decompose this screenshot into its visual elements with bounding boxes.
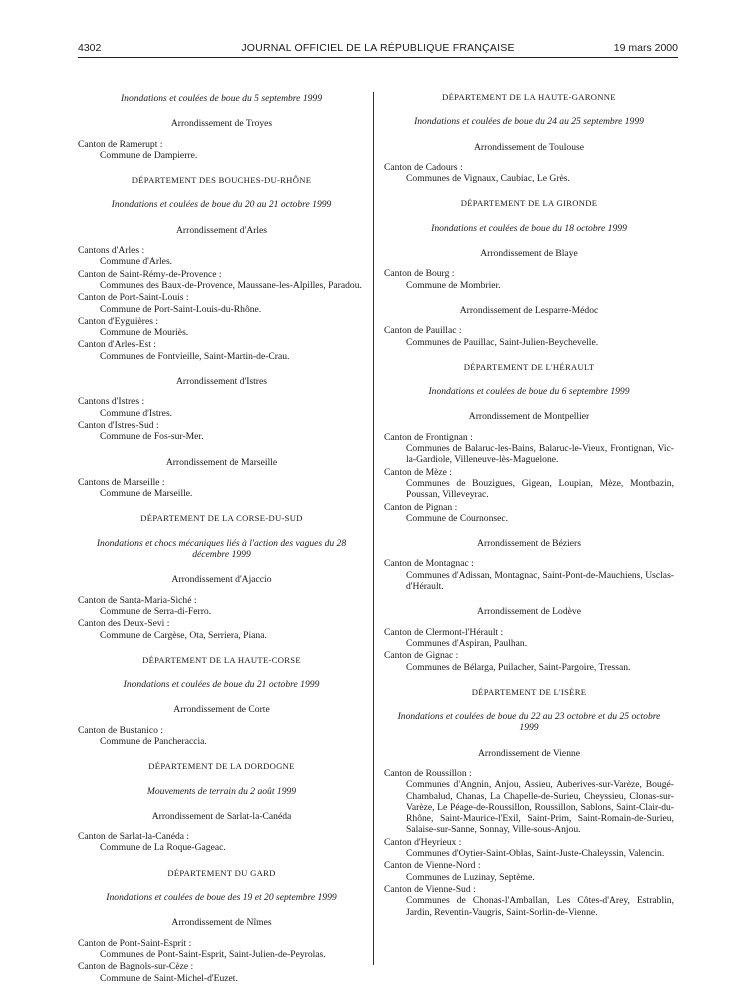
communes-list: Commune de Pancheraccia.	[100, 735, 207, 747]
communes-list: Commune d'Arles.	[100, 256, 173, 268]
department-title: DÉPARTEMENT DE LA DORDOGNE	[148, 761, 295, 772]
page-number: 4302	[78, 42, 102, 54]
communes-list: Commune d'Istres.	[100, 407, 173, 419]
department-title: DÉPARTEMENT DE L'HÉRAULT	[463, 361, 595, 372]
left-column	[78, 93, 365, 984]
communes-list: Commune de Serra-di-Ferro.	[100, 605, 212, 617]
section-haute-garonne	[384, 92, 674, 184]
section-herault	[384, 362, 674, 673]
event-title: Inondations et coulées de boue du 24 au 25 septembre 1999	[414, 116, 644, 128]
canton-name: Canton de Bagnols-sur-Cèze :	[78, 961, 194, 973]
communes-list: Communes de Luzinay, Septème.	[406, 871, 535, 883]
arrondissement-title: Arrondissement de Troyes	[170, 118, 273, 130]
page-header	[78, 42, 678, 56]
canton-name: Canton de Ramerupt :	[78, 138, 163, 150]
department-title: DÉPARTEMENT DE LA CORSE-DU-SUD	[140, 513, 303, 524]
arrondissement-title: Arrondissement de Blaye	[480, 248, 578, 260]
canton-name: Canton de Port-Saint-Louis :	[78, 292, 189, 304]
communes-list: Commune de Saint-Michel-d'Euzet.	[100, 972, 238, 984]
section-isere	[384, 687, 674, 918]
arrondissement-title: Arrondissement de Toulouse	[474, 141, 584, 153]
communes-list: Communes de Fontvieille, Saint-Martin-de-Crau.	[100, 350, 290, 362]
event-title: Inondations et coulées de boue du 6 septembre 1999	[428, 386, 630, 398]
event-title: Inondations et coulées de boue du 22 au 23 octobre et du 25 octobre 1999	[397, 711, 661, 734]
section-gard	[78, 868, 365, 984]
canton-name: Canton de Santa-Maria-Siché :	[78, 594, 197, 606]
communes-list: Commune de Mouriès.	[100, 327, 189, 339]
communes-list: Communes de Pauillac, Saint-Julien-Beychevelle.	[406, 336, 599, 348]
communes-list: Commune de Port-Saint-Louis-du-Rhône.	[100, 303, 262, 315]
canton-name: Canton de Montagnac :	[384, 558, 474, 570]
canton-name: Canton de Bourg :	[384, 268, 455, 280]
communes-list: Commune de Mombrier.	[406, 279, 501, 291]
section-dordogne	[78, 761, 365, 853]
communes-list: Communes de Bélarga, Puilacher, Saint-Pargoire, Tressan.	[406, 661, 631, 673]
journal-title: JOURNAL OFFICIEL DE LA RÉPUBLIQUE FRANÇAISE	[241, 42, 515, 54]
event-title: Inondations et coulées de boue du 20 au 21 octobre 1999	[111, 199, 332, 211]
department-title: DÉPARTEMENT DU GARD	[167, 867, 276, 878]
communes-list: Commune de Cournonsec.	[406, 512, 509, 524]
section-bouches-du-rhone	[78, 175, 365, 499]
event-title: Inondations et coulées de boue des 19 et 20 septembre 1999	[106, 892, 337, 904]
communes-list: Communes d'Aspiran, Paulhan.	[406, 637, 528, 649]
arrondissement-title: Arrondissement d'Arles	[176, 224, 267, 236]
issue-date: 19 mars 2000	[613, 42, 678, 54]
canton-name: Canton d'Arles-Est :	[78, 339, 156, 351]
canton-name: Cantons de Marseille :	[78, 476, 165, 488]
department-title: DÉPARTEMENT DE LA HAUTE-CORSE	[142, 654, 301, 665]
arrondissement-title: Arrondissement de Lesparre-Médoc	[459, 304, 599, 316]
department-title: DÉPARTEMENT DE L'ISÈRE	[471, 686, 587, 697]
canton-name: Canton de Vienne-Nord :	[384, 860, 481, 872]
section-aube	[78, 93, 365, 161]
event-title: Inondations et coulées de boue du 5 septembre 1999	[120, 93, 323, 104]
right-column	[384, 92, 674, 918]
communes-list: Commune de Marseille.	[100, 488, 193, 500]
canton-name: Canton de Gignac :	[384, 650, 459, 662]
canton-name: Canton de Sarlat-la-Canéda :	[78, 831, 190, 843]
event-title: Inondations et coulées de boue du 18 octobre 1999	[431, 222, 627, 234]
section-corse-du-sud	[78, 513, 365, 640]
communes-list: Communes d'Angnin, Anjou, Assieu, Auberives-sur-Varèze, Bougé-Chambalud, Chanas, La Chapelle-de-Surieu, Cheyssieu, Clonas-sur-Varèze, Le Péage-de-Roussillon, Roussillon, Sablons, Saint-Clair-du-Rhône, Saint-Maurice-l'Exil, Saint-Prim, Saint-Romain-de-Surieu, Salaise-sur-Sanne, Sonnay, Ville-sous-Anjou.	[406, 779, 674, 836]
department-title: DÉPARTEMENT DE LA GIRONDE	[460, 198, 598, 209]
communes-list: Communes de Balaruc-les-Bains, Balaruc-le-Vieux, Frontignan, Vic-la-Gardiole, Villeneuve-lès-Maguelone.	[406, 443, 674, 466]
canton-name: Canton de Roussillon :	[384, 767, 472, 779]
arrondissement-title: Arrondissement d'Istres	[176, 376, 267, 388]
department-title: DÉPARTEMENT DES BOUCHES-DU-RHÔNE	[131, 175, 312, 186]
arrondissement-title: Arrondissement de Lodève	[477, 606, 581, 618]
section-haute-corse	[78, 655, 365, 747]
canton-name: Canton de Frontignan :	[384, 431, 473, 443]
canton-name: Cantons d'Arles :	[78, 245, 145, 257]
canton-name: Canton de Pignan :	[384, 501, 458, 513]
event-title: Mouvements de terrain du 2 août 1999	[146, 785, 297, 797]
arrondissement-title: Arrondissement d'Ajaccio	[171, 574, 272, 586]
canton-name: Cantons d'Istres :	[78, 396, 145, 408]
communes-list: Communes de Vignaux, Caubiac, Le Grès.	[406, 173, 570, 185]
arrondissement-title: Arrondissement de Béziers	[477, 538, 581, 550]
canton-name: Canton des Deux-Sevi :	[78, 618, 170, 630]
canton-name: Canton de Vienne-Sud :	[384, 883, 476, 895]
canton-name: Canton d'Heyrieux :	[384, 836, 462, 848]
communes-list: Communes de Chonas-l'Amballan, Les Côtes-d'Arey, Estrablin, Jardin, Reventin-Vaugris, Saint-Sorlin-de-Vienne.	[406, 895, 674, 918]
communes-list: Commune de Cargèse, Ota, Serriera, Piana.	[100, 629, 267, 641]
communes-list: Communes de Pont-Saint-Esprit, Saint-Julien-de-Peyrolas.	[100, 948, 326, 960]
canton-name: Canton de Pauillac :	[384, 325, 462, 337]
section-gironde	[384, 198, 674, 347]
canton-name: Canton d'Eyguières :	[78, 315, 159, 327]
communes-list: Communes de Bouzigues, Gigean, Loupian, Mèze, Montbazin, Poussan, Villeveyrac.	[406, 477, 674, 501]
communes-list: Commune de Dampierre.	[100, 149, 198, 161]
communes-list: Communes d'Adissan, Montagnac, Saint-Pont-de-Mauchiens, Usclas-d'Hérault.	[406, 569, 674, 593]
arrondissement-title: Arrondissement de Nîmes	[171, 917, 272, 929]
communes-list: Communes des Baux-de-Provence, Maussane-les-Alpilles, Paradou.	[100, 279, 362, 291]
communes-list: Commune de La Roque-Gageac.	[100, 842, 226, 854]
canton-name: Canton de Clermont-l'Hérault :	[384, 626, 504, 638]
communes-list: Commune de Fos-sur-Mer.	[100, 431, 204, 443]
arrondissement-title: Arrondissement de Vienne	[477, 747, 581, 759]
canton-name: Canton de Bustanico :	[78, 724, 163, 736]
arrondissement-title: Arrondissement de Marseille	[165, 456, 278, 468]
event-title: Inondations et chocs mécaniques liés à l'action des vagues du 28 décembre 1999	[96, 537, 347, 561]
canton-name: Canton de Mèze :	[384, 466, 452, 478]
canton-name: Canton d'Istres-Sud :	[78, 419, 159, 431]
department-title: DÉPARTEMENT DE LA HAUTE-GARONNE	[442, 92, 616, 102]
event-title: Inondations et coulées de boue du 21 octobre 1999	[123, 679, 320, 691]
canton-name: Canton de Pont-Saint-Esprit :	[78, 937, 192, 949]
header-rule	[78, 57, 678, 58]
canton-name: Canton de Cadours :	[384, 161, 463, 173]
communes-list: Communes d'Oytier-Saint-Oblas, Saint-Juste-Chaleyssin, Valencin.	[406, 848, 665, 860]
arrondissement-title: Arrondissement de Sarlat-la-Canéda	[151, 810, 292, 822]
canton-name: Canton de Saint-Rémy-de-Provence :	[78, 268, 222, 280]
column-divider	[373, 92, 374, 965]
arrondissement-title: Arrondissement de Montpellier	[468, 411, 590, 423]
arrondissement-title: Arrondissement de Corte	[173, 704, 270, 716]
